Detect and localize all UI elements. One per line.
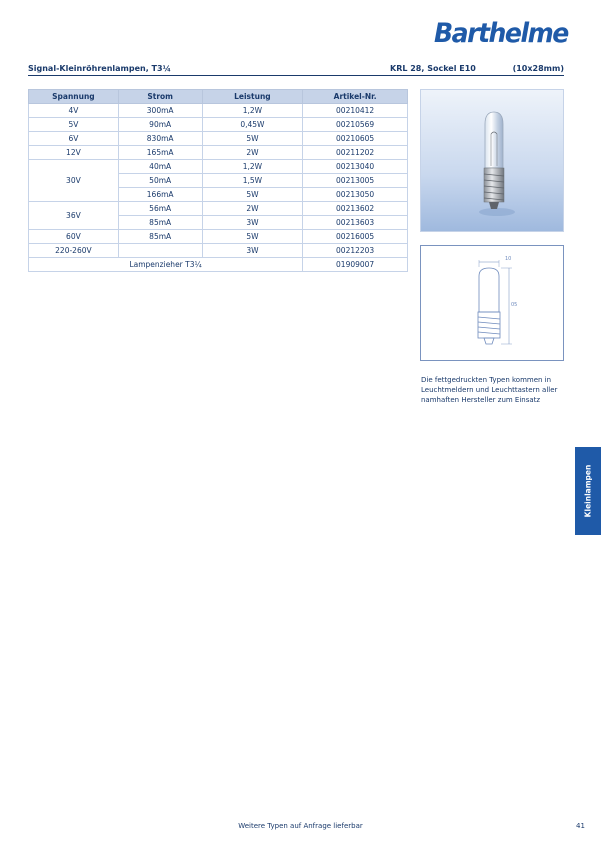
table-row [29, 244, 408, 258]
table-row [29, 160, 408, 174]
column-header-artikel: Artikel-Nr. [303, 90, 408, 104]
cell-strom: 56mA [118, 202, 202, 216]
cell-leistung: 5W [202, 230, 303, 244]
cell-spannung: 60V [29, 230, 119, 244]
cell-artikel: 00213040 [303, 160, 408, 174]
cell-artikel: 00213050 [303, 188, 408, 202]
cell-strom [118, 244, 202, 258]
page-number: 41 [576, 822, 585, 830]
cell-spannung: 4V [29, 104, 119, 118]
lamp-dimension-drawing [421, 246, 565, 362]
cell-leistung: 3W [202, 244, 303, 258]
cell-artikel: 00216005 [303, 230, 408, 244]
cell-spannung: 36V [29, 202, 119, 230]
column-header-spannung: Spannung [29, 90, 119, 104]
table-row [29, 202, 408, 216]
spec-table [28, 89, 408, 272]
cell-strom: 830mA [118, 132, 202, 146]
cell-artikel: 00213602 [303, 202, 408, 216]
side-tab-kleinlampen [575, 447, 601, 535]
cell-leistung: 1,2W [202, 104, 303, 118]
cell-strom: 40mA [118, 160, 202, 174]
footer-note: Weitere Typen auf Anfrage lieferbar [238, 822, 363, 830]
cell-strom: 300mA [118, 104, 202, 118]
header-rule [28, 75, 564, 76]
accessory-row [29, 258, 408, 272]
cell-spannung: 5V [29, 118, 119, 132]
cell-artikel: 00213603 [303, 216, 408, 230]
table-row [29, 230, 408, 244]
cell-strom: 85mA [118, 230, 202, 244]
cell-leistung: 5W [202, 188, 303, 202]
table-row [29, 118, 408, 132]
table-row [29, 146, 408, 160]
cell-leistung: 1,5W [202, 174, 303, 188]
footnote-text: Die fettgedruckten Typen kommen in Leuchtmeldern und Leuchttastern aller namhaften Hersteller zum Einsatz [421, 376, 558, 404]
cell-strom: 50mA [118, 174, 202, 188]
table-header-row [29, 90, 408, 104]
dimension-length: 05 [511, 302, 518, 308]
cell-artikel: 00210605 [303, 132, 408, 146]
cell-artikel: 00212203 [303, 244, 408, 258]
cell-artikel: 00213005 [303, 174, 408, 188]
cell-artikel: 00210412 [303, 104, 408, 118]
table-row [29, 104, 408, 118]
cell-spannung: 6V [29, 132, 119, 146]
cell-artikel: 00211202 [303, 146, 408, 160]
model-label: KRL 28, Sockel E10 [390, 64, 476, 73]
column-header-strom: Strom [118, 90, 202, 104]
lamp-photo [420, 89, 564, 232]
cell-leistung: 3W [202, 216, 303, 230]
cell-spannung: 30V [29, 160, 119, 202]
cell-strom: 90mA [118, 118, 202, 132]
side-tab-label: Kleinlampen [583, 464, 593, 518]
accessory-article: 01909007 [303, 258, 408, 272]
cell-strom: 85mA [118, 216, 202, 230]
cell-leistung: 2W [202, 146, 303, 160]
accessory-label: Lampenzieher T3¼ [29, 258, 303, 272]
cell-strom: 165mA [118, 146, 202, 160]
lamp-photo-illustration [421, 90, 565, 233]
cell-leistung: 2W [202, 202, 303, 216]
cell-leistung: 1,2W [202, 160, 303, 174]
dimension-width: 10 [505, 256, 512, 262]
size-label: (10x28mm) [512, 64, 564, 73]
brand-logo: Barthelme [434, 18, 568, 49]
table-row [29, 132, 408, 146]
cell-spannung: 220-260V [29, 244, 119, 258]
cell-artikel: 00210569 [303, 118, 408, 132]
cell-strom: 166mA [118, 188, 202, 202]
section-title: Signal-Kleinröhrenlampen, T3¼ [28, 64, 171, 73]
technical-drawing [420, 245, 564, 361]
cell-spannung: 12V [29, 146, 119, 160]
column-header-leistung: Leistung [202, 90, 303, 104]
cell-leistung: 0,45W [202, 118, 303, 132]
cell-leistung: 5W [202, 132, 303, 146]
